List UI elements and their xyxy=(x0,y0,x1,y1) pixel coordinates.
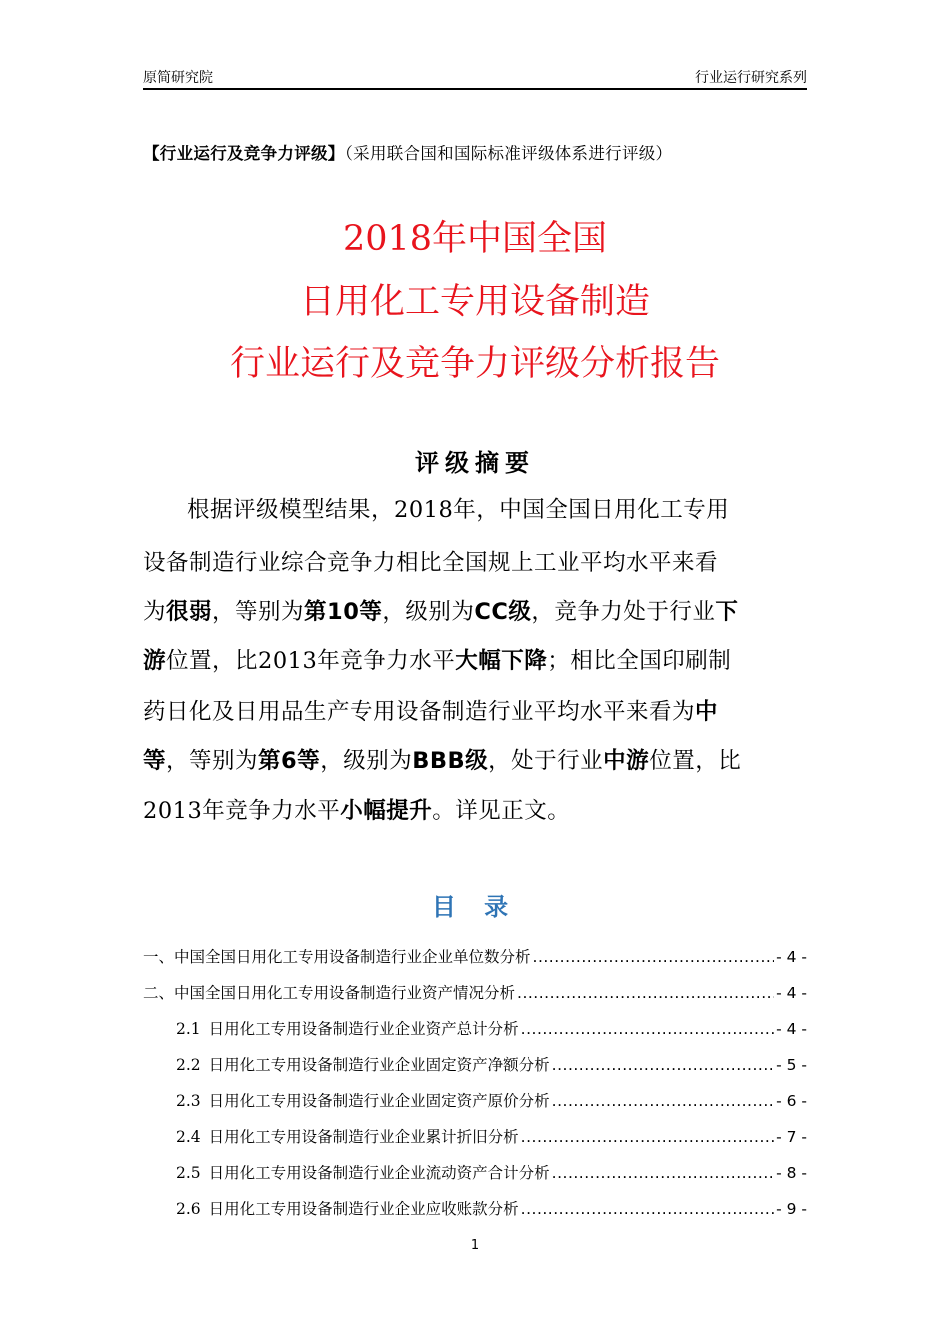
toc-entry[interactable] xyxy=(176,1197,807,1219)
summary-text: 根据评级模型结果，2018年，中国全国日用化工专用 xyxy=(187,497,730,523)
summary-text: ，处于行业 xyxy=(488,748,604,774)
summary-text: 药日化及日用品生产专用设备制造行业平均水平来看为 xyxy=(143,699,696,725)
summary-line-5 xyxy=(143,697,807,727)
toc-entry[interactable] xyxy=(176,1017,807,1039)
toc-entry-label: 日用化工专用设备制造行业企业固定资产净额分析 xyxy=(208,1056,550,1074)
summary-emphasis: 第6等 xyxy=(258,748,321,774)
summary-text: 位置，比2013年竞争力水平 xyxy=(166,648,456,674)
summary-emphasis: 下 xyxy=(715,599,739,625)
summary-text: 为 xyxy=(143,599,167,625)
toc-entry[interactable] xyxy=(176,1161,807,1183)
toc-entry[interactable] xyxy=(176,1089,807,1111)
toc-heading: 目 录 xyxy=(431,893,519,921)
toc-entry-label: 日用化工专用设备制造行业企业资产总计分析 xyxy=(208,1020,519,1038)
summary-text: ；相比全国印刷制 xyxy=(547,648,732,674)
toc-entry-number: 2.5 xyxy=(176,1164,201,1182)
summary-text: 位置，比 xyxy=(649,748,742,774)
toc-entry-label: 日用化工专用设备制造行业企业应收账款分析 xyxy=(208,1200,519,1218)
summary-text: ，等别为 xyxy=(166,748,259,774)
summary-emphasis: CC级 xyxy=(474,599,532,625)
toc-leader-dots xyxy=(552,1056,774,1074)
tagline-note: （采用联合国和国际标准评级体系进行评级） xyxy=(344,144,673,163)
summary-emphasis: BBB级 xyxy=(412,748,489,774)
toc-entry-label: 日用化工专用设备制造行业企业流动资产合计分析 xyxy=(208,1164,550,1182)
summary-emphasis: 第10等 xyxy=(304,599,383,625)
toc-entry-page: - 4 - xyxy=(776,948,807,966)
toc-entry-label: 二、中国全国日用化工专用设备制造行业资产情况分析 xyxy=(143,984,516,1002)
toc-entry-number: 2.6 xyxy=(176,1200,201,1218)
summary-text: 2013年竞争力水平 xyxy=(143,798,341,824)
summary-emphasis: 小幅提升 xyxy=(340,798,433,824)
summary-line-3 xyxy=(143,597,807,627)
toc-entry-page: - 6 - xyxy=(776,1092,807,1110)
summary-emphasis: 中游 xyxy=(603,748,650,774)
summary-line-6 xyxy=(143,746,807,776)
summary-emphasis: 中 xyxy=(695,699,719,725)
toc-entry-page: - 5 - xyxy=(776,1056,807,1074)
toc-leader-dots xyxy=(552,1164,774,1182)
summary-line-2 xyxy=(143,548,807,578)
summary-emphasis: 游 xyxy=(143,648,167,674)
toc-entry-number: 2.4 xyxy=(176,1128,201,1146)
report-title-line-1: 2018年中国全国 xyxy=(342,219,608,259)
summary-text: ，竞争力处于行业 xyxy=(531,599,716,625)
toc-entry-number: 2.3 xyxy=(176,1092,201,1110)
toc-entry-page: - 8 - xyxy=(776,1164,807,1182)
summary-emphasis: 很弱 xyxy=(166,599,213,625)
summary-heading: 评级摘要 xyxy=(415,449,535,477)
toc-entry[interactable] xyxy=(143,981,807,1003)
toc-entry-page: - 4 - xyxy=(776,1020,807,1038)
toc-leader-dots xyxy=(533,948,775,966)
report-title-line-2: 日用化工专用设备制造 xyxy=(299,282,650,322)
summary-line-7 xyxy=(143,796,807,826)
summary-line-4 xyxy=(143,646,807,676)
summary-text: ，级别为 xyxy=(382,599,475,625)
toc-leader-dots xyxy=(521,1128,774,1146)
report-title-line-3: 行业运行及竞争力评级分析报告 xyxy=(229,344,720,384)
rating-tagline xyxy=(143,140,807,164)
page-number: 1 xyxy=(470,1238,480,1253)
summary-text: ，等别为 xyxy=(212,599,305,625)
toc-entry-page: - 7 - xyxy=(776,1128,807,1146)
page-header xyxy=(143,66,807,90)
header-series: 行业运行研究系列 xyxy=(695,70,807,86)
toc-leader-dots xyxy=(517,984,774,1002)
summary-line-1 xyxy=(143,495,807,525)
summary-text: 。详见正文。 xyxy=(432,798,571,824)
toc-entry-label: 日用化工专用设备制造行业企业固定资产原价分析 xyxy=(208,1092,550,1110)
summary-text: 设备制造行业综合竞争力相比全国规上工业平均水平来看 xyxy=(143,550,719,576)
toc-entry[interactable] xyxy=(176,1125,807,1147)
toc-entry-label: 一、中国全国日用化工专用设备制造行业企业单位数分析 xyxy=(143,948,531,966)
toc-entry-label: 日用化工专用设备制造行业企业累计折旧分析 xyxy=(208,1128,519,1146)
toc-leader-dots xyxy=(521,1200,774,1218)
summary-text: ，级别为 xyxy=(320,748,413,774)
toc-entry-number: 2.2 xyxy=(176,1056,201,1074)
toc-entry-page: - 9 - xyxy=(776,1200,807,1218)
header-publisher: 原简研究院 xyxy=(143,70,213,86)
summary-emphasis: 大幅下降 xyxy=(455,648,548,674)
toc-entry-page: - 4 - xyxy=(776,984,807,1002)
toc-leader-dots xyxy=(521,1020,774,1038)
toc-entry-number: 2.1 xyxy=(176,1020,201,1038)
toc-leader-dots xyxy=(552,1092,774,1110)
summary-emphasis: 等 xyxy=(143,748,167,774)
tagline-bracket: 【行业运行及竞争力评级】 xyxy=(143,144,345,163)
toc-entry[interactable] xyxy=(176,1053,807,1075)
toc-entry[interactable] xyxy=(143,945,807,967)
